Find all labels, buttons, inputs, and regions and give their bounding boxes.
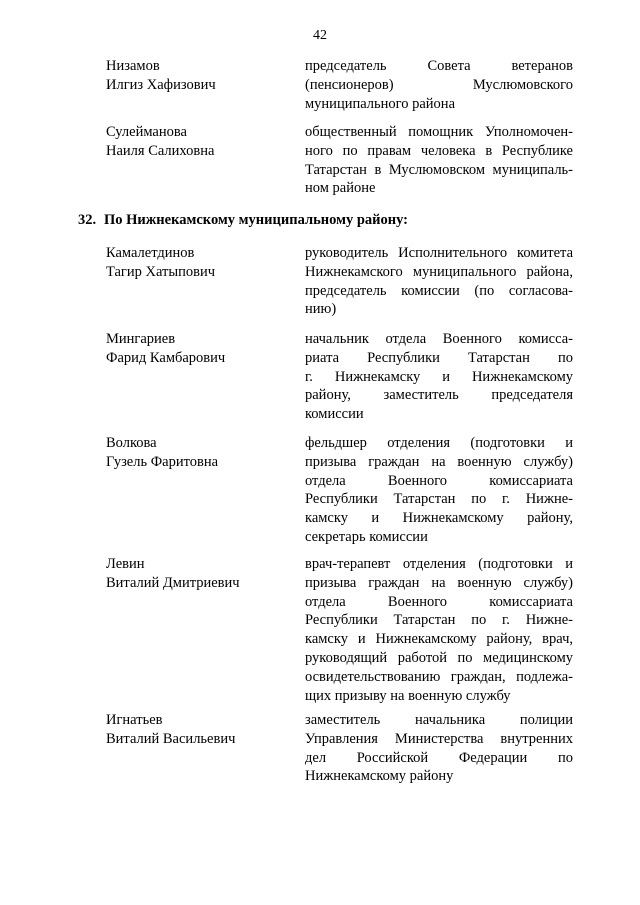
position-line: району, заместитель председателя	[305, 387, 573, 404]
member-position	[305, 57, 573, 113]
position-line: ного по правам человека в Республике	[305, 142, 573, 159]
member-name	[106, 434, 296, 472]
position-line: риата Республики Татарстан по	[305, 349, 573, 366]
surname: Волкова	[106, 435, 157, 451]
position-line: общественный помощник Уполномочен-	[305, 124, 573, 140]
position-line: призыва граждан на военную службу)	[305, 574, 573, 591]
position-line: Нижнекамского муниципального района,	[305, 263, 573, 280]
position-line: щих призыву на военную службу	[305, 687, 511, 704]
member-name	[106, 711, 296, 749]
given-names: Наиля Салиховна	[106, 142, 215, 159]
position-line: г. Нижнекамску и Нижнекамскому	[305, 368, 573, 385]
position-line: Республики Татарстан по г. Нижне-	[305, 612, 573, 629]
position-line: отдела Военного комиссариата	[305, 472, 573, 489]
position-line: председатель Совета ветеранов	[305, 58, 573, 74]
section-heading	[78, 211, 408, 229]
section-number: 32.	[78, 212, 97, 228]
position-line: секретарь комиссии	[305, 528, 428, 545]
member-position	[305, 555, 573, 705]
member-position	[305, 434, 573, 547]
member-position	[305, 330, 573, 424]
position-line: фельдшер отделения (подготовки и	[305, 435, 573, 451]
position-line: отдела Военного комиссариата	[305, 593, 573, 610]
given-names: Виталий Васильевич	[106, 730, 236, 747]
position-line: освидетельствованию граждан, подлежа-	[305, 668, 573, 685]
given-names: Гузель Фаритовна	[106, 453, 219, 470]
position-line: камску и Нижнекамскому району,	[305, 510, 573, 527]
position-line: заместитель начальника полиции	[305, 712, 573, 728]
member-name	[106, 555, 296, 593]
position-line: начальник отдела Военного комисса-	[305, 331, 573, 347]
surname: Мингариев	[106, 331, 176, 347]
position-line: врач-терапевт отделения (подготовки и	[305, 556, 573, 572]
member-position	[305, 244, 573, 319]
position-line: Республики Татарстан по г. Нижне-	[305, 491, 573, 508]
position-line: дел Российской Федерации по	[305, 749, 573, 766]
position-line: призыва граждан на военную службу)	[305, 453, 573, 470]
position-line: камску и Нижнекамскому району, врач,	[305, 631, 573, 648]
position-line: ном районе	[305, 180, 376, 197]
page-number: 42	[313, 28, 327, 43]
surname: Низамов	[106, 58, 160, 74]
position-line: Татарстан в Муслюмовском муниципаль-	[305, 161, 573, 178]
member-name	[106, 57, 296, 95]
member-name	[106, 330, 296, 368]
given-names: Тагир Хатыпович	[106, 263, 216, 280]
position-line: Управления Министерства внутренних	[305, 730, 573, 747]
position-line: руководитель Исполнительного комитета	[305, 245, 573, 261]
given-names: Виталий Дмитриевич	[106, 574, 240, 591]
position-line: муниципального района	[305, 95, 455, 112]
section-title: По Нижнекамскому муниципальному району:	[104, 212, 408, 228]
member-name	[106, 244, 296, 282]
position-line: (пенсионеров) Муслюмовского	[305, 76, 573, 93]
surname: Игнатьев	[106, 712, 163, 728]
position-line: руководящий работой по медицинскому	[305, 649, 573, 666]
member-name	[106, 123, 296, 161]
surname: Левин	[106, 556, 145, 572]
member-position	[305, 123, 573, 198]
position-line: Нижнекамскому району	[305, 768, 454, 785]
position-line: председатель комиссии (по согласова-	[305, 282, 573, 299]
surname: Сулейманова	[106, 124, 187, 140]
member-position	[305, 711, 573, 786]
position-line: нию)	[305, 301, 337, 318]
given-names: Фарид Камбарович	[106, 349, 226, 366]
surname: Камалетдинов	[106, 245, 195, 261]
given-names: Илгиз Хафизович	[106, 76, 216, 93]
position-line: комиссии	[305, 406, 364, 423]
